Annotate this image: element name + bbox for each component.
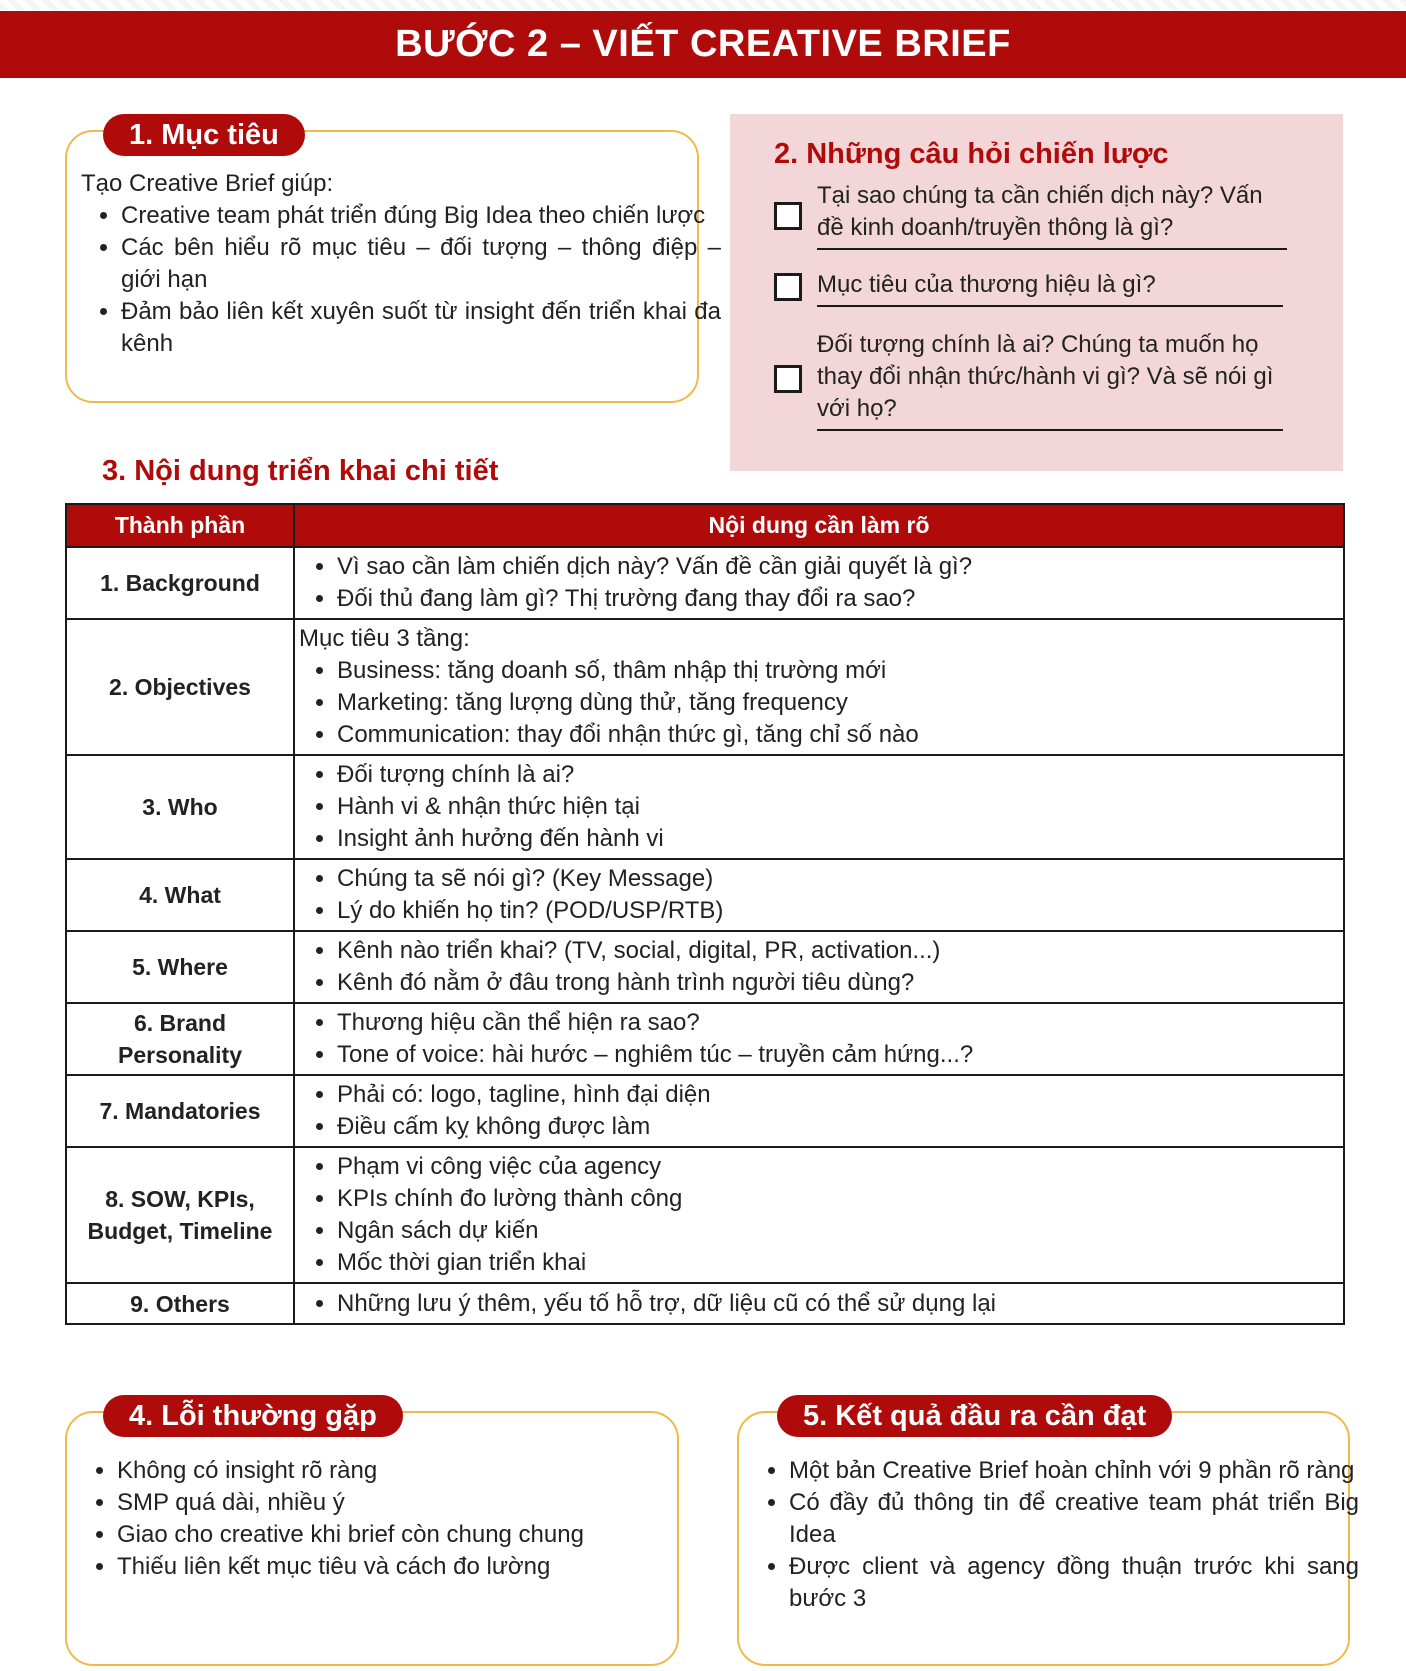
list-item: • Không có insight rõ ràng [117, 1455, 697, 1487]
component-cell: 9. Others [66, 1283, 294, 1324]
content-list [299, 1007, 1339, 1071]
common-errors-box [65, 1411, 679, 1666]
content-cell [294, 931, 1344, 1003]
table-row [66, 547, 1344, 619]
component-cell: 1. Background [66, 547, 294, 619]
list-item: • Đối thủ đang làm gì? Thị trường đang thay đổi ra sao? [337, 583, 1339, 615]
list-item: • Lý do khiến họ tin? (POD/USP/RTB) [337, 895, 1339, 927]
list-item: • Creative team phát triển đúng Big Idea theo chiến lược [121, 200, 721, 232]
table-row [66, 859, 1344, 931]
component-cell: 3. Who [66, 755, 294, 859]
component-cell: 5. Where [66, 931, 294, 1003]
strategic-questions-panel [730, 114, 1343, 471]
list-item: • Insight ảnh hưởng đến hành vi [337, 823, 1339, 855]
content-cell [294, 1147, 1344, 1283]
table-row [66, 1283, 1344, 1324]
list-item: • Được client và agency đồng thuận trước khi sang bước 3 [789, 1551, 1359, 1615]
content-cell [294, 755, 1344, 859]
checkbox[interactable] [774, 202, 802, 230]
top-pattern-strip [0, 0, 1406, 10]
table-row [66, 931, 1344, 1003]
content-cell [294, 859, 1344, 931]
page-title: BƯỚC 2 – VIẾT CREATIVE BRIEF [395, 23, 1011, 65]
list-item: • Ngân sách dự kiến [337, 1215, 1339, 1247]
table-row [66, 619, 1344, 755]
list-item: • Đối tượng chính là ai? [337, 759, 1339, 791]
goal-box [65, 130, 721, 403]
component-cell: 8. SOW, KPIs, Budget, Timeline [66, 1147, 294, 1283]
content-list [299, 1079, 1339, 1143]
question-text: Mục tiêu của thương hiệu là gì? [817, 269, 1283, 307]
list-item: • Hành vi & nhận thức hiện tại [337, 791, 1339, 823]
list-item: • Phạm vi công việc của agency [337, 1151, 1339, 1183]
content-cell [294, 1075, 1344, 1147]
page-banner [0, 11, 1406, 78]
content-cell [294, 547, 1344, 619]
common-errors-title: 4. Lỗi thường gặp [103, 1395, 403, 1437]
goal-title: 1. Mục tiêu [103, 114, 305, 156]
question-text: Đối tượng chính là ai? Chúng ta muốn họ thay đổi nhận thức/hành vi gì? Và sẽ nói gì với họ? [817, 329, 1283, 431]
table-row [66, 755, 1344, 859]
component-cell: 6. Brand Personality [66, 1003, 294, 1075]
detail-table [65, 503, 1345, 1325]
checkbox[interactable] [774, 365, 802, 393]
list-item: • Thương hiệu cần thể hiện ra sao? [337, 1007, 1339, 1039]
list-item: • Tone of voice: hài hước – nghiêm túc – truyền cảm hứng...? [337, 1039, 1339, 1071]
list-item: • KPIs chính đo lường thành công [337, 1183, 1339, 1215]
column-header: Nội dung cần làm rõ [294, 504, 1344, 547]
table-body [66, 547, 1344, 1324]
list-item: • Vì sao cần làm chiến dịch này? Vấn đề cần giải quyết là gì? [337, 551, 1339, 583]
content-list [299, 935, 1339, 999]
list-item: • Những lưu ý thêm, yếu tố hỗ trợ, dữ liệu cũ có thể sử dụng lại [337, 1288, 1339, 1320]
checkbox[interactable] [774, 273, 802, 301]
content-intro: Mục tiêu 3 tầng: [299, 625, 470, 652]
list-item: • Điều cấm kỵ không được làm [337, 1111, 1339, 1143]
table-row [66, 1003, 1344, 1075]
list-item: • Đảm bảo liên kết xuyên suốt từ insight đến triển khai đa kênh [121, 296, 721, 360]
list-item: • Kênh đó nằm ở đâu trong hành trình người tiêu dùng? [337, 967, 1339, 999]
question-text: Tại sao chúng ta cần chiến dịch này? Vấn đề kinh doanh/truyền thông là gì? [817, 180, 1287, 250]
list-item: • Kênh nào triển khai? (TV, social, digital, PR, activation...) [337, 935, 1339, 967]
content-cell [294, 1003, 1344, 1075]
table-header-row [66, 504, 1344, 547]
table-row [66, 1147, 1344, 1283]
list-item: • Có đầy đủ thông tin để creative team phát triển Big Idea [789, 1487, 1359, 1551]
list-item: • Business: tăng doanh số, thâm nhập thị trường mới [337, 655, 1339, 687]
goal-intro: Tạo Creative Brief giúp: [81, 170, 334, 197]
list-item: • SMP quá dài, nhiều ý [117, 1487, 697, 1519]
component-cell: 4. What [66, 859, 294, 931]
list-item: • Các bên hiểu rõ mục tiêu – đối tượng – thông điệp – giới hạn [121, 232, 721, 296]
list-item: • Communication: thay đổi nhận thức gì, tăng chỉ số nào [337, 719, 1339, 751]
list-item: • Thiếu liên kết mục tiêu và cách đo lường [117, 1551, 697, 1583]
column-header: Thành phần [66, 504, 294, 547]
content-list [299, 551, 1339, 615]
content-list [299, 1151, 1339, 1279]
component-cell: 2. Objectives [66, 619, 294, 755]
errors-list [77, 1455, 697, 1583]
list-item: • Marketing: tăng lượng dùng thử, tăng frequency [337, 687, 1339, 719]
list-item: • Giao cho creative khi brief còn chung chung [117, 1519, 697, 1551]
results-box [737, 1411, 1359, 1666]
goal-list [81, 200, 721, 360]
content-cell [294, 1283, 1344, 1324]
component-cell: 7. Mandatories [66, 1075, 294, 1147]
detail-title: 3. Nội dung triển khai chi tiết [102, 455, 499, 487]
questions-title: 2. Những câu hỏi chiến lược [774, 138, 1169, 170]
list-item: • Mốc thời gian triển khai [337, 1247, 1339, 1279]
list-item: • Phải có: logo, tagline, hình đại diện [337, 1079, 1339, 1111]
content-list [299, 863, 1339, 927]
content-list [299, 655, 1339, 751]
results-title: 5. Kết quả đầu ra cần đạt [777, 1395, 1172, 1437]
list-item: • Một bản Creative Brief hoàn chỉnh với 9 phần rõ ràng [789, 1455, 1359, 1487]
table-row [66, 1075, 1344, 1147]
content-list [299, 1288, 1339, 1320]
content-cell [294, 619, 1344, 755]
results-list [749, 1455, 1359, 1615]
list-item: • Chúng ta sẽ nói gì? (Key Message) [337, 863, 1339, 895]
content-list [299, 759, 1339, 855]
